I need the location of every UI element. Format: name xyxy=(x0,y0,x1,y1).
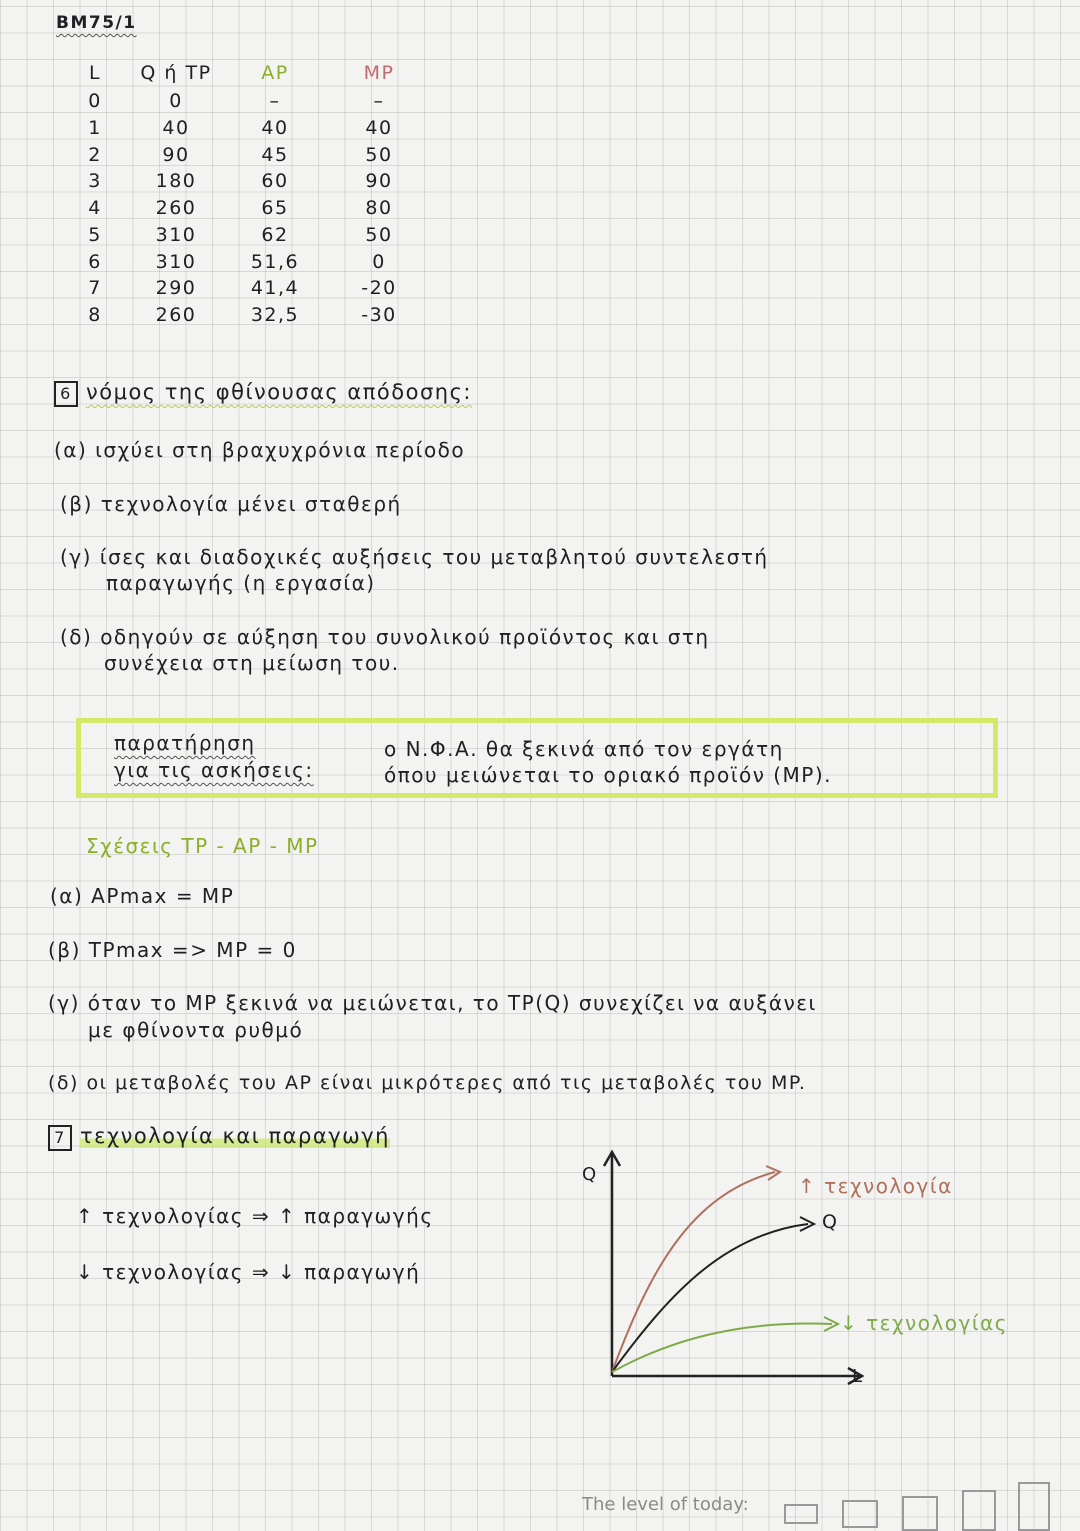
cell-mp: 40 xyxy=(365,117,393,139)
relations-item-d: (δ) οι μεταβολές του AP είναι μικρότερες από τις μεταβολές του MP. xyxy=(48,1072,807,1094)
cell-q: 310 xyxy=(155,224,197,246)
note-text-2: όπου μειώνεται το οριακό προϊόν (MP). xyxy=(384,763,833,787)
header-mp: MP xyxy=(363,62,395,84)
graph-x-label: L xyxy=(852,1366,864,1387)
cell-q: 180 xyxy=(155,170,197,192)
graph-y-label: Q xyxy=(582,1164,598,1185)
cell-q: 260 xyxy=(155,197,197,219)
cell-l: 2 xyxy=(88,144,102,166)
cell-mp: 50 xyxy=(365,144,393,166)
relations-item-b: (β) TPmax => MP = 0 xyxy=(48,938,297,962)
cell-mp: 0 xyxy=(372,251,386,273)
header-q: Q ή TP xyxy=(140,62,212,84)
cell-mp: -30 xyxy=(361,304,397,326)
relations-item-c: (γ) όταν το MP ξεκινά να μειώνεται, το TP(Q) συνεχίζει να αυξάνει xyxy=(48,991,817,1015)
section7-title: τεχνολογία και παραγωγή xyxy=(80,1124,390,1148)
cell-q: 290 xyxy=(155,277,197,299)
note-text-1: ο Ν.Φ.Α. θα ξεκινά από τον εργάτη xyxy=(384,737,784,761)
cell-q: 90 xyxy=(162,144,190,166)
cell-q: 40 xyxy=(162,117,190,139)
page-id: BM75/1 xyxy=(56,13,137,33)
cell-ap: – xyxy=(269,90,281,112)
curve-tech-down xyxy=(612,1323,832,1372)
cell-ap: 65 xyxy=(261,197,289,219)
section6-item-d: (δ) οδηγούν σε αύξηση του συνολικού προϊόντος και στη xyxy=(60,625,710,649)
cell-ap: 60 xyxy=(261,170,289,192)
level-box-4 xyxy=(962,1490,996,1531)
relations-item-c-cont: με φθίνοντα ρυθμό xyxy=(88,1018,304,1042)
cell-l: 0 xyxy=(88,90,102,112)
relations-item-a: (α) APmax = MP xyxy=(50,884,235,908)
header-l: L xyxy=(88,62,102,84)
footer-text: The level of today: xyxy=(582,1494,749,1515)
cell-mp: -20 xyxy=(361,277,397,299)
cell-ap: 51,6 xyxy=(250,251,300,273)
cell-l: 1 xyxy=(88,117,102,139)
section6-heading xyxy=(54,380,472,407)
cell-mp: 50 xyxy=(365,224,393,246)
level-box-3 xyxy=(902,1496,938,1531)
cell-mp: 90 xyxy=(365,170,393,192)
cell-mp: – xyxy=(373,90,385,112)
section6-item-b: (β) τεχνολογία μένει σταθερή xyxy=(60,492,402,516)
cell-l: 6 xyxy=(88,251,102,273)
section6-item-a: (α) ισχύει στη βραχυχρόνια περίοδο xyxy=(54,438,466,462)
graph-label-tech-down: ↓ τεχνολογίας xyxy=(840,1311,1009,1335)
cell-l: 7 xyxy=(88,277,102,299)
cell-ap: 41,4 xyxy=(250,277,300,299)
section6-item-d-cont: συνέχεια στη μείωση του. xyxy=(104,651,400,675)
cell-l: 3 xyxy=(88,170,102,192)
section7-heading xyxy=(48,1124,390,1151)
relations-title: Σχέσεις TP - AP - MP xyxy=(86,834,319,858)
cell-ap: 62 xyxy=(261,224,289,246)
curve-tech-up xyxy=(612,1172,775,1372)
note-label-1: παρατήρηση xyxy=(114,731,256,755)
cell-q: 260 xyxy=(155,304,197,326)
level-box-5 xyxy=(1018,1482,1050,1531)
cell-q: 310 xyxy=(155,251,197,273)
section7-number: 7 xyxy=(48,1125,72,1151)
cell-q: 0 xyxy=(169,90,183,112)
cell-ap: 45 xyxy=(261,144,289,166)
section6-number: 6 xyxy=(54,381,78,407)
section7-line-2: ↓ τεχνολογίας ⇒ ↓ παραγωγή xyxy=(76,1260,421,1284)
graph-label-tech-up: ↑ τεχνολογία xyxy=(798,1174,953,1198)
cell-ap: 32,5 xyxy=(250,304,300,326)
graph-label-q: Q xyxy=(822,1211,839,1233)
cell-l: 8 xyxy=(88,304,102,326)
section6-item-c: (γ) ίσες και διαδοχικές αυξήσεις του μεταβλητού συντελεστή xyxy=(60,545,769,569)
section6-title: νόμος της φθίνουσας απόδοσης: xyxy=(86,380,472,404)
cell-ap: 40 xyxy=(261,117,289,139)
cell-mp: 80 xyxy=(365,197,393,219)
curve-q xyxy=(612,1224,808,1372)
cell-l: 5 xyxy=(88,224,102,246)
level-box-2 xyxy=(842,1500,878,1528)
section6-item-c-cont: παραγωγής (η εργασία) xyxy=(106,571,376,595)
level-box-1 xyxy=(784,1504,818,1524)
cell-l: 4 xyxy=(88,197,102,219)
note-label-2: για τις ασκήσεις: xyxy=(114,758,314,782)
section7-line-1: ↑ τεχνολογίας ⇒ ↑ παραγωγής xyxy=(76,1204,434,1228)
header-ap: AP xyxy=(261,62,289,84)
